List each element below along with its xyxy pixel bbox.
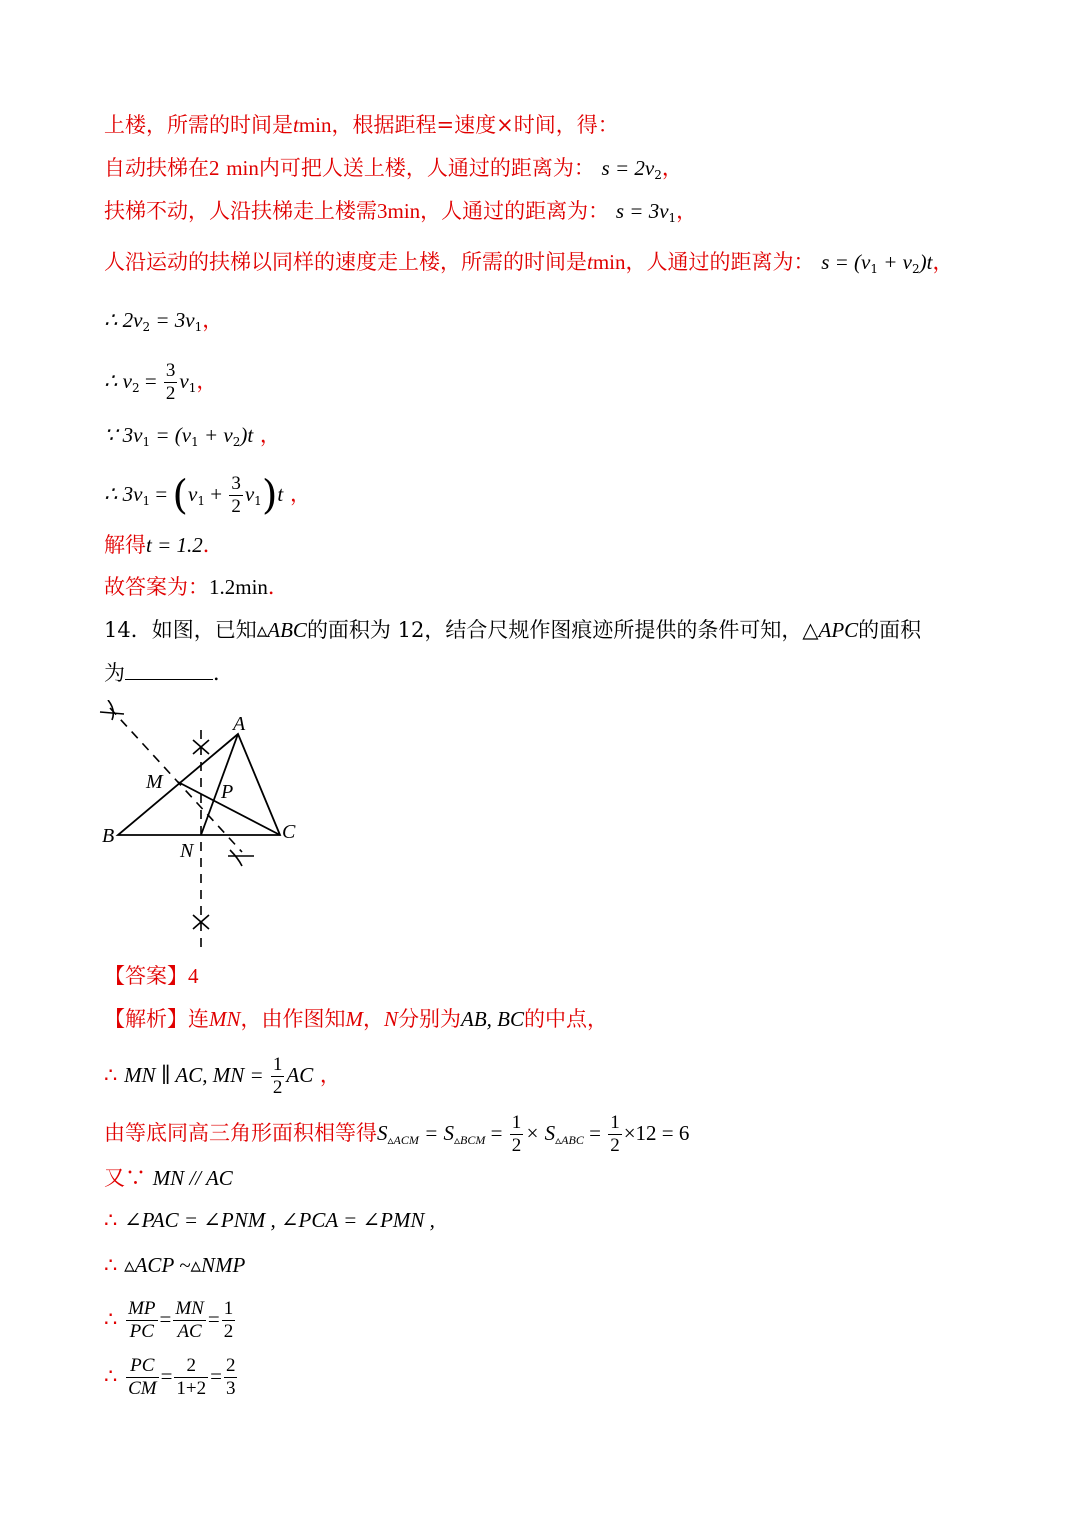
- label-p: P: [221, 781, 234, 803]
- solution-line-2: 自动扶梯在2 min内可把人送上楼，人通过的距离为： $s = 2v_2$，: [104, 156, 683, 182]
- label-c: C: [282, 821, 296, 843]
- equation-4: ∴ $3v_1 = (v_1$ + $\frac{3}{2}$ $v_1)t$ ，: [104, 472, 311, 519]
- proof-line-5: ∴ ▵ACP ~▵NMP: [104, 1253, 246, 1277]
- arc-mark-3: [228, 850, 254, 866]
- equation-2: ∴ $v_2$ = $\frac{3}{2}$ $v_1$，: [104, 360, 218, 404]
- answer-blank[interactable]: [125, 659, 213, 680]
- answer-tag-line: 【答案】4: [104, 964, 199, 988]
- solution-line-1: 上楼，所需的时间是tmin，根据距程=速度×时间，得：: [104, 113, 619, 137]
- answer-line: 故答案为：1.2min．: [104, 575, 289, 599]
- proof-line-2: 由等底同高三角形面积相等得$S_{▵ACM} = S_{▵BCM}$ = $\frac{1}{2}$ × $S_{▵ABC}$ = $\frac{1}{2}$ ×12 = 6: [104, 1112, 690, 1156]
- geometry-figure: [96, 700, 316, 950]
- label-n: N: [180, 840, 194, 862]
- proof-line-1: ∴ MN ∥ AC, MN = $\frac{1}{2}$ AC ，: [104, 1054, 341, 1098]
- solve-line: 解得t = 1.2．: [104, 533, 224, 557]
- equation-1: ∴ $2v_2 = 3v_1$，: [104, 308, 224, 334]
- equation-3: ∵ $3v_1 = (v_1 + v_2)t$ ，: [104, 423, 281, 449]
- label-b: B: [102, 825, 115, 847]
- proof-line-3: 又∵ MN // AC: [104, 1166, 233, 1190]
- question-14-cont: 为 ．: [104, 661, 234, 685]
- solution-line-4: 人沿运动的扶梯以同样的速度走上楼，所需的时间是tmin，人通过的距离为： $s = (v_1 + v_2)t$，: [104, 250, 954, 276]
- bisector-ac-dashed: [110, 708, 242, 852]
- proof-line-4: ∴ ∠PAC = ∠PNM , ∠PCA = ∠PMN ,: [104, 1208, 435, 1232]
- label-a: A: [233, 713, 246, 735]
- question-14: 14．如图，已知▵ABC的面积为 12，结合尺规作图痕迹所提供的条件可知，△APC的面积: [104, 618, 922, 642]
- proof-line-6: ∴ $\frac{MP}{PC}$ = $\frac{MN}{AC}$ = $\frac{1}{2}$: [104, 1298, 234, 1342]
- label-m: M: [146, 771, 163, 793]
- analysis-line: 【解析】连MN，由作图知M，N分别为AB, BC的中点，: [104, 1007, 609, 1031]
- proof-line-7: ∴ $\frac{PC}{CM}$ = $\frac{2}{1+2}$ = $\frac{2}{3}$: [104, 1355, 236, 1399]
- solution-line-3: 扶梯不动，人沿扶梯走上楼需3min，人通过的距离为： $s = 3v_1$，: [104, 199, 698, 225]
